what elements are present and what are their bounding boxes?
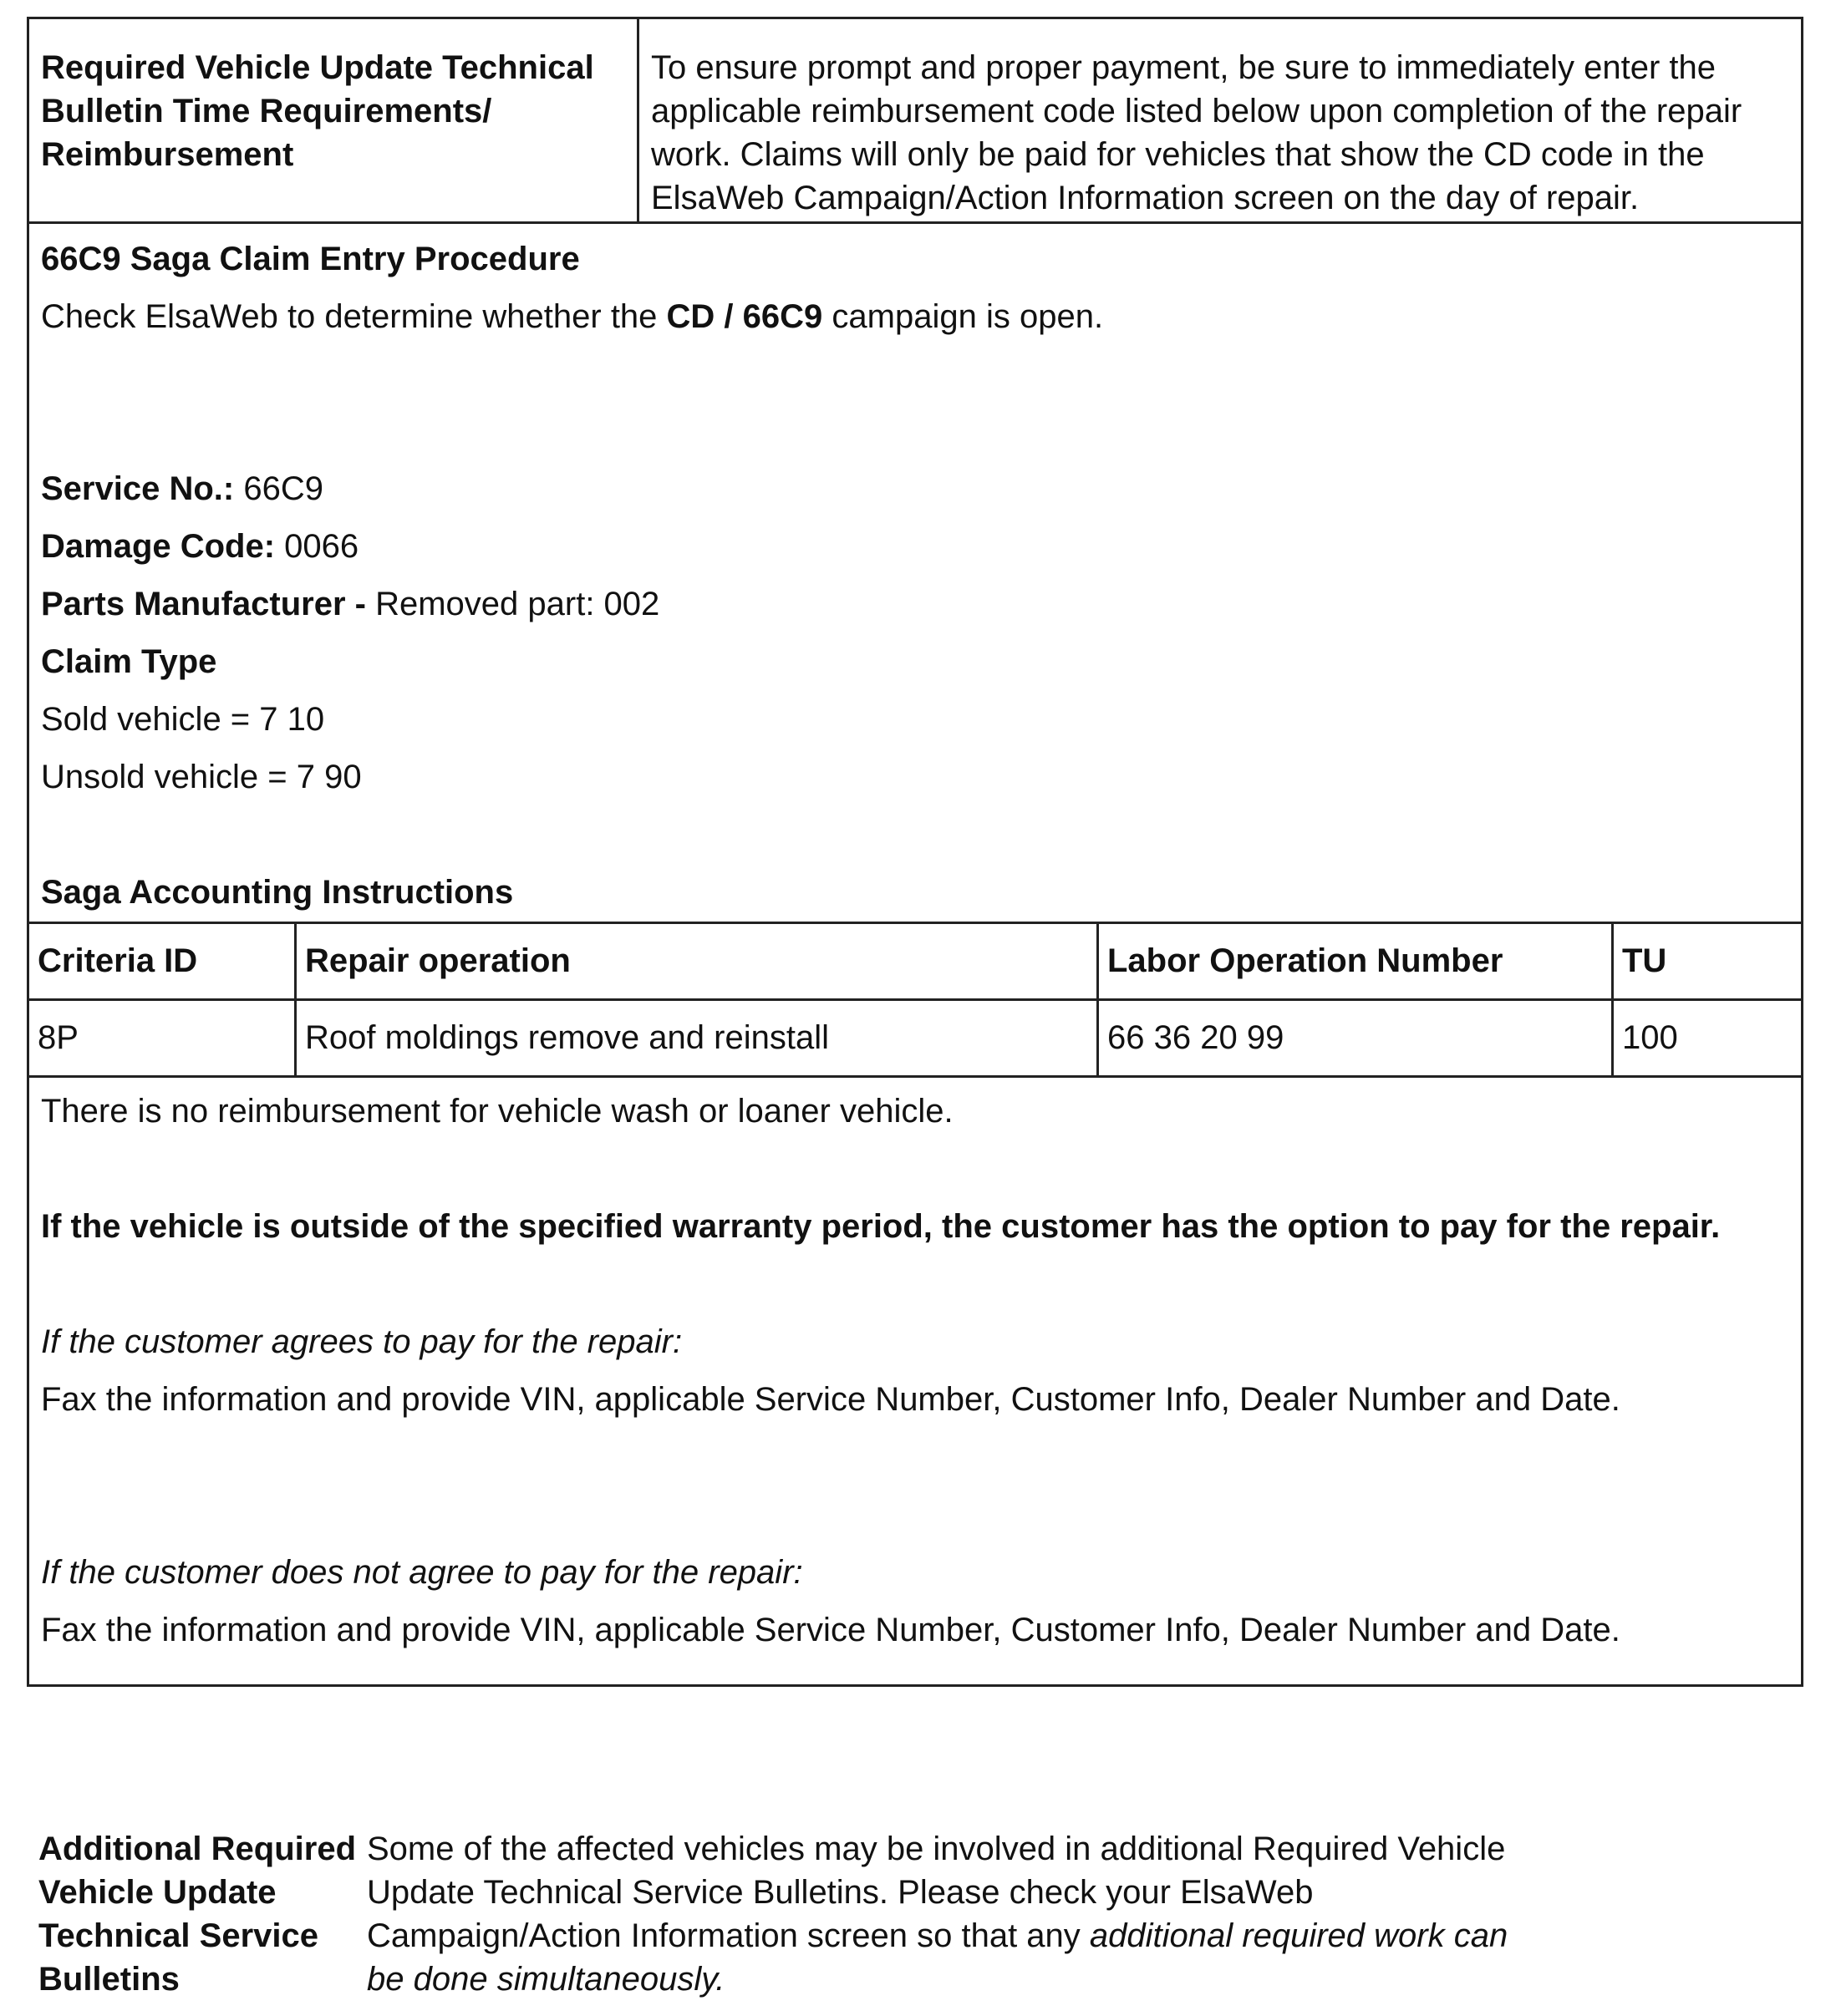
warranty-note: If the vehicle is outside of the specified warranty period, the customer has the option to pay for the repair.	[41, 1208, 1721, 1245]
spacer	[41, 1486, 1789, 1544]
cell-labor-operation-number: 66 36 20 99	[1098, 1000, 1613, 1076]
spacer	[41, 806, 1789, 864]
damage-code-label: Damage Code:	[41, 528, 276, 565]
table-header-row	[29, 923, 1801, 1000]
column-header-tu: TU	[1613, 923, 1802, 1000]
claim-entry-section	[29, 231, 1801, 922]
column-header-repair-operation: Repair operation	[296, 923, 1098, 1000]
damage-code-value: 0066	[275, 528, 359, 565]
header-row	[29, 19, 1801, 224]
spacer	[41, 404, 1789, 460]
bulletin-page	[27, 17, 1803, 1687]
sold-vehicle-code: Sold vehicle = 7 10	[41, 701, 325, 738]
spacer	[41, 346, 1789, 404]
header-right-text: To ensure prompt and proper payment, be sure to immediately enter the applicable reimbursement code listed below upon completion of the repair work. Claims will only be paid for vehicles that show the CD code in the ElsaWeb Campaign/Action Information screen on the day of repair.	[651, 49, 1742, 216]
cell-criteria-id: 8P	[29, 1000, 296, 1076]
spacer	[41, 1140, 1789, 1198]
header-left-title: Required Vehicle Update Technical Bulletin Time Requirements/ Reimbursement	[29, 19, 639, 221]
column-header-criteria-id: Criteria ID	[29, 923, 296, 1000]
claim-type-label: Claim Type	[41, 643, 217, 680]
check-pre: Check ElsaWeb to determine whether the	[41, 298, 667, 335]
parts-manufacturer-label: Parts Manufacturer -	[41, 586, 366, 622]
accounting-title: Saga Accounting Instructions	[41, 874, 514, 911]
spacer	[41, 1256, 1789, 1313]
no-reimbursement-note: There is no reimbursement for vehicle wash or loaner vehicle.	[41, 1093, 954, 1130]
service-number-value: 66C9	[234, 470, 323, 507]
cell-repair-operation: Roof moldings remove and reinstall	[296, 1000, 1098, 1076]
service-number-line	[41, 460, 1789, 518]
claim-entry-title: 66C9 Saga Claim Entry Procedure	[41, 241, 580, 277]
reimbursement-table	[27, 17, 1803, 1687]
payment-notes-section	[29, 1075, 1801, 1684]
check-post: campaign is open.	[822, 298, 1104, 335]
service-number-label: Service No.:	[41, 470, 235, 507]
check-campaign-line	[41, 288, 1789, 346]
customer-not-agree-heading: If the customer does not agree to pay for the repair:	[41, 1554, 803, 1591]
damage-code-line	[41, 518, 1789, 576]
column-header-labor-operation-number: Labor Operation Number	[1098, 923, 1613, 1000]
spacer	[41, 1429, 1789, 1486]
parts-manufacturer-line	[41, 576, 1789, 633]
additional-bulletins-plain: Some of the affected vehicles may be involved in additional Required Vehicle Update Technical Service Bulletins. Please check your ElsaWeb Campaign/Action Information screen so that any	[367, 1831, 1506, 1954]
additional-bulletins-label: Additional Required Vehicle Update Technical Service Bulletins	[38, 1831, 356, 1998]
additional-bulletins-text	[367, 1827, 1520, 2001]
customer-agrees-text: Fax the information and provide VIN, applicable Service Number, Customer Info, Dealer Number and Date.	[41, 1381, 1620, 1418]
additional-bulletins-italic: additional required work can be done simultaneously.	[367, 1917, 1508, 1998]
additional-bulletins-section	[38, 1827, 1520, 2001]
table-row	[29, 1000, 1801, 1076]
unsold-vehicle-code: Unsold vehicle = 7 90	[41, 759, 362, 795]
check-code: CD / 66C9	[666, 298, 823, 335]
customer-agrees-heading: If the customer agrees to pay for the repair:	[41, 1323, 683, 1360]
customer-not-agree-text: Fax the information and provide VIN, applicable Service Number, Customer Info, Dealer Number and Date.	[41, 1612, 1620, 1648]
cell-tu: 100	[1613, 1000, 1802, 1076]
parts-manufacturer-value: Removed part: 002	[365, 586, 660, 622]
labor-operations-table	[29, 922, 1801, 1075]
